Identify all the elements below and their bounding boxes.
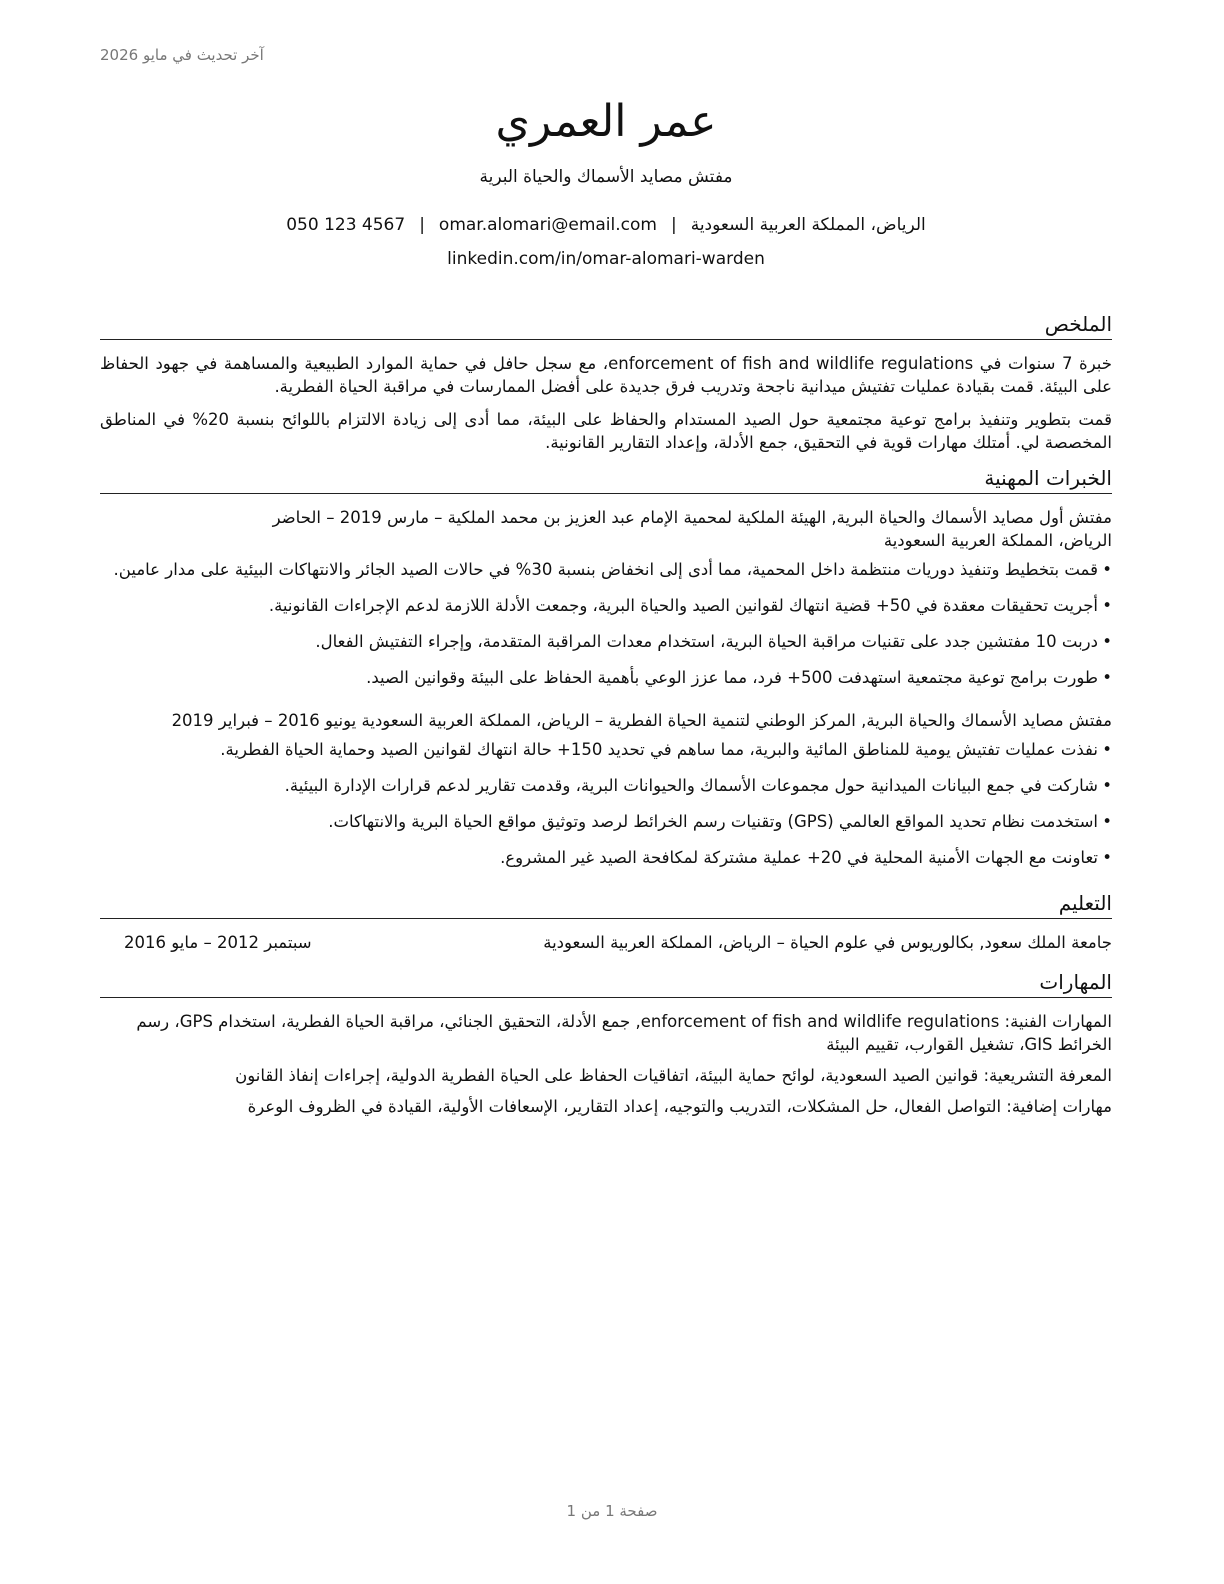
linkedin-link[interactable]: linkedin.com/in/omar-alomari-warden — [447, 249, 765, 269]
phone-number: 050 123 4567 — [286, 215, 406, 235]
list-item — [100, 738, 1112, 761]
job-bullets — [100, 738, 1112, 869]
bullet-glyph: • — [1102, 740, 1112, 759]
resume-body — [100, 310, 1112, 1126]
skills-line: المعرفة التشريعية: قوانين الصيد السعودية، لوائح حماية البيئة، اتفاقيات الحفاظ على الحياة الفطرية الدولية، إجراءات إنفاذ القانون — [235, 1066, 1112, 1085]
bullet-glyph: • — [1102, 632, 1112, 651]
skills-line: مهارات إضافية: التواصل الفعال، حل المشكلات، التدريب والتوجيه، إعداد التقارير، الإسعافات الأولية، القيادة في الظروف الوعرة — [247, 1097, 1112, 1116]
bullet-glyph: • — [1102, 812, 1112, 831]
summary-paragraph: خبرة 7 سنوات في enforcement of fish and wildlife regulations، مع سجل حافل في حماية الموارد الطبيعية والمساهمة في جهود الحفاظ على البيئة. قمت بقيادة عمليات تفتيش ميدانية ناجحة وتدريب فرق جديدة على أفضل الممارسات في مراقبة الحياة الفطرية. — [100, 354, 1112, 396]
education-section — [100, 889, 1112, 954]
list-item — [100, 558, 1112, 581]
contact-separator: | — [670, 215, 677, 235]
job-entry — [100, 709, 1112, 869]
education-institution: جامعة الملك سعود, بكالوريوس في علوم الحياة – الرياض، المملكة العربية السعودية — [543, 933, 1112, 952]
bullet-text: نفذت عمليات تفتيش يومية للمناطق المائية والبرية، مما ساهم في تحديد 150+ حالة انتهاك لقوانين الصيد وحماية الحياة الفطرية. — [220, 740, 1098, 759]
job-header — [100, 506, 1112, 552]
job-title-line: مفتش أول مصايد الأسماك والحياة البرية, الهيئة الملكية لمحمية الإمام عبد العزيز بن محمد الملكية – مارس 2019 – الحاضر — [272, 508, 1112, 527]
candidate-name: عمر العمري — [495, 96, 717, 147]
education-dates: سبتمبر 2012 – مايو 2016 — [124, 933, 312, 952]
bullet-text: تعاونت مع الجهات الأمنية المحلية في 20+ عملية مشتركة لمكافحة الصيد غير المشروع. — [500, 848, 1098, 867]
section-heading: المهارات — [100, 968, 1112, 998]
section-heading: الملخص — [100, 310, 1112, 340]
job-header — [100, 709, 1112, 732]
bullet-text: أجريت تحقيقات معقدة في 50+ قضية انتهاك لقوانين الصيد والحياة البرية، وجمعت الأدلة اللازمة لدعم الإجراءات القانونية. — [268, 596, 1098, 615]
bullet-glyph: • — [1102, 596, 1112, 615]
bullet-text: قمت بتخطيط وتنفيذ دوريات منتظمة داخل المحمية، مما أدى إلى انخفاض بنسبة 30% في حالات الصيد الجائر والانتهاكات البيئية على مدار عامين. — [113, 560, 1098, 579]
list-item — [100, 774, 1112, 797]
page-number: صفحة 1 من 1 — [566, 1502, 658, 1520]
bullet-glyph: • — [1102, 668, 1112, 687]
skills-line: المهارات الفنية: enforcement of fish and wildlife regulations, جمع الأدلة، التحقيق الجنائي، مراقبة الحياة الفطرية، استخدام GPS، رسم الخرائط GIS، تشغيل القوارب، تقييم البيئة — [136, 1012, 1112, 1054]
list-item — [100, 666, 1112, 689]
bullet-text: شاركت في جمع البيانات الميدانية حول مجموعات الأسماك والحيوانات البرية، وقدمت تقارير لدعم قرارات الإدارة البيئية. — [284, 776, 1098, 795]
list-item — [100, 630, 1112, 653]
skills-section — [100, 968, 1112, 1118]
location: الرياض، المملكة العربية السعودية — [690, 215, 926, 235]
resume-header — [100, 92, 1112, 272]
bullet-glyph: • — [1102, 776, 1112, 795]
section-heading: التعليم — [100, 889, 1112, 919]
job-bullets — [100, 558, 1112, 689]
list-item — [100, 810, 1112, 833]
job-title-line: مفتش مصايد الأسماك والحياة البرية, المركز الوطني لتنمية الحياة الفطرية – الرياض، المملكة العربية السعودية يونيو 2016 – فبراير 2019 — [171, 711, 1112, 730]
bullet-glyph: • — [1102, 848, 1112, 867]
email-link[interactable]: omar.alomari@email.com — [438, 215, 657, 235]
contact-separator: | — [419, 215, 425, 235]
job-title: مفتش مصايد الأسماك والحياة البرية — [479, 167, 733, 187]
experience-section — [100, 464, 1112, 869]
bullet-text: استخدمت نظام تحديد المواقع العالمي (GPS) وتقنيات رسم الخرائط لرصد وتوثيق مواقع الحياة البرية والانتهاكات. — [328, 812, 1098, 831]
education-entry — [100, 931, 1112, 954]
job-entry — [100, 506, 1112, 689]
last-updated: آخر تحديث في مايو 2026 — [100, 46, 264, 64]
summary-section — [100, 310, 1112, 454]
bullet-glyph: • — [1102, 560, 1112, 579]
contact-line — [100, 212, 1112, 238]
summary-paragraph: قمت بتطوير وتنفيذ برامج توعية مجتمعية حول الصيد المستدام والحفاظ على البيئة، مما أدى إلى زيادة الالتزام باللوائح بنسبة 20% في المناطق المخصصة لي. أمتلك مهارات قوية في التحقيق، جمع الأدلة، وإعداد التقارير القانونية. — [100, 410, 1112, 452]
list-item — [100, 594, 1112, 617]
job-location: الرياض، المملكة العربية السعودية — [883, 531, 1112, 550]
bullet-text: دربت 10 مفتشين جدد على تقنيات مراقبة الحياة البرية، استخدام معدات المراقبة المتقدمة، وإجراء التفتيش الفعال. — [315, 632, 1098, 651]
bullet-text: طورت برامج توعية مجتمعية استهدفت 500+ فرد، مما عزز الوعي بأهمية الحفاظ على البيئة وقوانين الصيد. — [366, 668, 1098, 687]
section-heading: الخبرات المهنية — [100, 464, 1112, 494]
list-item — [100, 846, 1112, 869]
